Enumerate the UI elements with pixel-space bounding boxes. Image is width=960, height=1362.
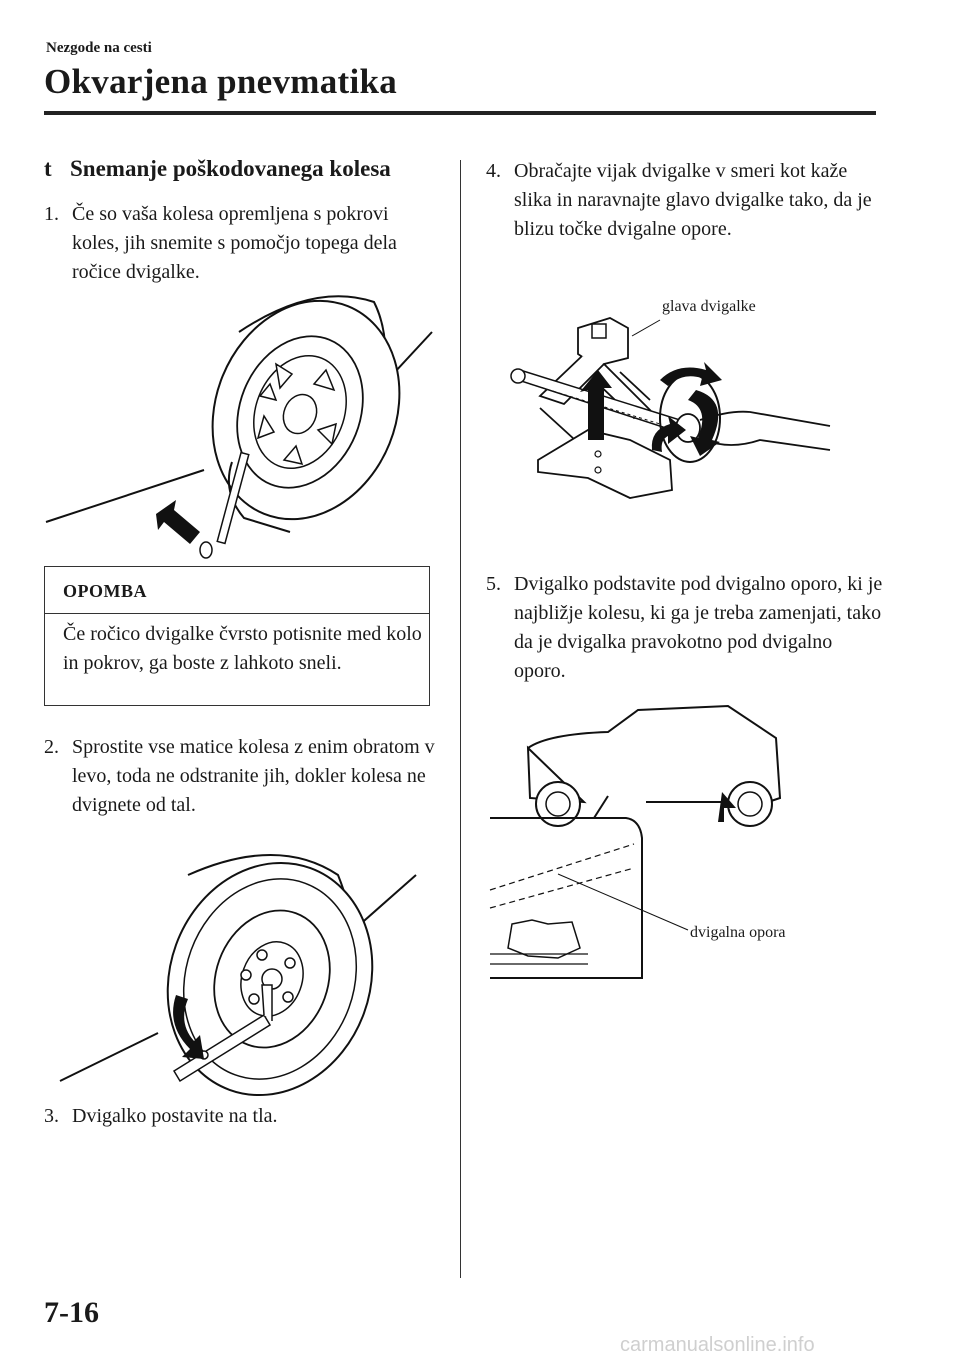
column-divider — [460, 160, 461, 1278]
step-number: 2. — [44, 736, 59, 758]
step-number: 4. — [486, 160, 501, 182]
note-heading: OPOMBA — [45, 567, 429, 614]
step-5 — [486, 570, 886, 686]
page-title: Okvarjena pnevmatika — [44, 62, 398, 101]
step-number: 1. — [44, 203, 59, 225]
loosen-nuts-figure — [58, 845, 428, 1085]
watermark: carmanualsonline.info — [620, 1334, 815, 1356]
page-number: 7-16 — [44, 1296, 99, 1329]
step-text: Dvigalko podstavite pod dvigalno oporo, ki je najbližje kolesu, ki ga je treba zamenjati, tako da je dvigalka pravokotno pod dvigalno oporo. — [514, 573, 883, 682]
section-heading — [44, 156, 391, 182]
step-3 — [44, 1102, 444, 1131]
title-divider — [44, 111, 876, 115]
step-text: Sprostite vse matice kolesa z enim obratom v levo, toda ne odstranite jih, dokler kolesa ne dvignete od tal. — [72, 736, 435, 816]
section-bullet-icon: t — [44, 156, 52, 181]
step-4 — [486, 157, 886, 244]
step-2 — [44, 733, 444, 820]
wheel-cover-removal-figure — [44, 292, 434, 562]
breadcrumb: Nezgode na cesti — [46, 40, 152, 56]
jack-head-label: glava dvigalke — [662, 298, 756, 315]
jack-figure — [500, 300, 860, 510]
step-number: 5. — [486, 573, 501, 595]
note-text: Če ročico dvigalke čvrsto potisnite med kolo in pokrov, ga boste z lahkoto sneli. — [63, 623, 422, 674]
note-box — [44, 566, 430, 706]
step-1 — [44, 200, 440, 287]
section-title: Snemanje poškodovanega kolesa — [70, 156, 391, 181]
jack-point-label: dvigalna opora — [690, 924, 786, 941]
step-text: Obračajte vijak dvigalke v smeri kot kaže slika in naravnajte glavo dvigalke tako, da je blizu točke dvigalne opore. — [514, 160, 872, 240]
step-text: Dvigalko postavite na tla. — [72, 1105, 278, 1127]
step-text: Če so vaša kolesa opremljena s pokrovi koles, jih snemite s pomočjo topega dela ročice dvigalke. — [72, 203, 397, 283]
step-number: 3. — [44, 1105, 59, 1127]
